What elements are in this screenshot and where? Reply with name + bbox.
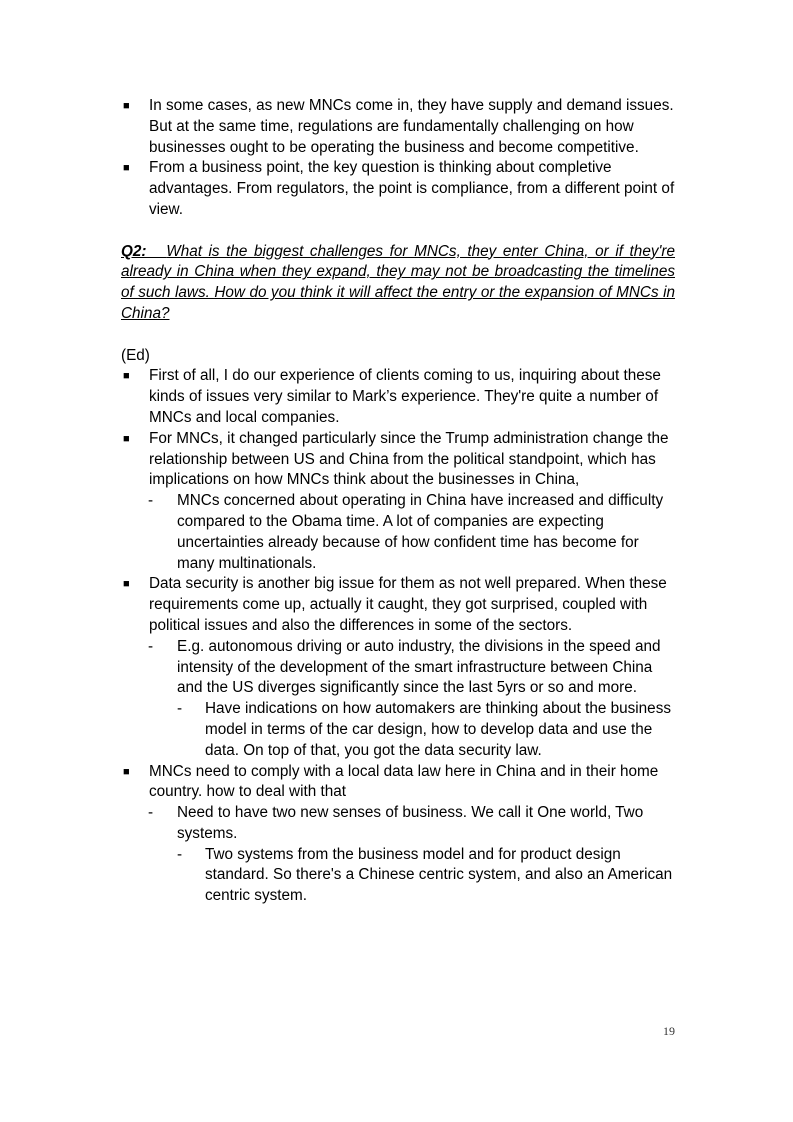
square-bullet-icon: ■ — [123, 765, 130, 778]
page-content — [121, 96, 675, 907]
sub-list-item — [121, 803, 675, 845]
list-item — [121, 366, 675, 428]
list-item — [121, 96, 675, 158]
paragraph-spacer — [121, 325, 675, 346]
sub-list-item — [121, 491, 675, 574]
square-bullet-icon: ■ — [123, 162, 130, 175]
sub-list-item-text: E.g. autonomous driving or auto industry, the divisions in the speed and intensity of the development of the smart infrastructure between China and the US diverges significantly since the last 5yrs or so and more. — [177, 637, 661, 697]
sub-sub-list-item — [121, 845, 675, 907]
dash-bullet-icon: - — [148, 637, 154, 655]
dash-bullet-icon: - — [177, 700, 183, 718]
paragraph-spacer — [121, 221, 675, 242]
sub-sub-list-item-text: Have indications on how automakers are thinking about the business model in terms of the car design, how to develop data and use the data. On top of that, you got the data security law. — [205, 700, 671, 759]
list-item-text: In some cases, as new MNCs come in, they have supply and demand issues. But at the same time, regulations are fundamentally challenging on how businesses ought to be operating the business and become competitive. — [149, 97, 674, 156]
dash-bullet-icon: - — [148, 492, 154, 510]
speaker-label: (Ed) — [121, 346, 150, 364]
list-item — [121, 429, 675, 491]
list-item-text: For MNCs, it changed particularly since the Trump administration change the relationship between US and China from the political standpoint, which has implications on how MNCs think about the businesses in China, — [149, 429, 669, 489]
dash-bullet-icon: - — [148, 804, 154, 822]
sub-list-item-text: Need to have two new senses of business. We call it One world, Two systems. — [177, 804, 644, 842]
sub-sub-list-item-text: Two systems from the business model and for product design standard. So there's a Chinese centric system, and also an American centric system. — [205, 845, 673, 905]
square-bullet-icon: ■ — [123, 370, 130, 383]
list-item-text: MNCs need to comply with a local data law here in China and in their home country. how to deal with that — [149, 762, 659, 801]
square-bullet-icon: ■ — [123, 578, 130, 591]
dash-bullet-icon: - — [177, 845, 183, 863]
list-item — [121, 158, 675, 220]
question-paragraph — [121, 242, 675, 325]
page-number: 19 — [663, 1024, 675, 1038]
list-item-text: First of all, I do our experience of clients coming to us, inquiring about these kinds of issues very similar to Mark’s experience. They're quite a number of MNCs and local companies. — [149, 367, 661, 426]
question-label: Q2: — [121, 242, 147, 260]
question-text: What is the biggest challenges for MNCs, they enter China, or if they're already in China when they expand, they may not be broadcasting the timelines of such laws. How do you think it will affect the entry or the expansion of MNCs in China? — [121, 242, 675, 322]
list-item — [121, 574, 675, 636]
list-item — [121, 762, 675, 804]
list-item-text: Data security is another big issue for them as not well prepared. When these requirements come up, actually it caught, they got surprised, coupled with political issues and also the differences in some of the sectors. — [149, 575, 667, 634]
list-item-text: From a business point, the key question is thinking about completive advantages. From regulators, the point is compliance, from a different point of view. — [149, 159, 675, 218]
sub-list-item-text: MNCs concerned about operating in China have increased and difficulty compared to the Obama time. A lot of companies are expecting uncertainties already because of how confident time has become for many multinationals. — [177, 492, 664, 572]
sub-sub-list-item — [121, 699, 675, 761]
square-bullet-icon: ■ — [123, 432, 130, 445]
sub-list-item — [121, 637, 675, 699]
square-bullet-icon: ■ — [123, 100, 130, 112]
